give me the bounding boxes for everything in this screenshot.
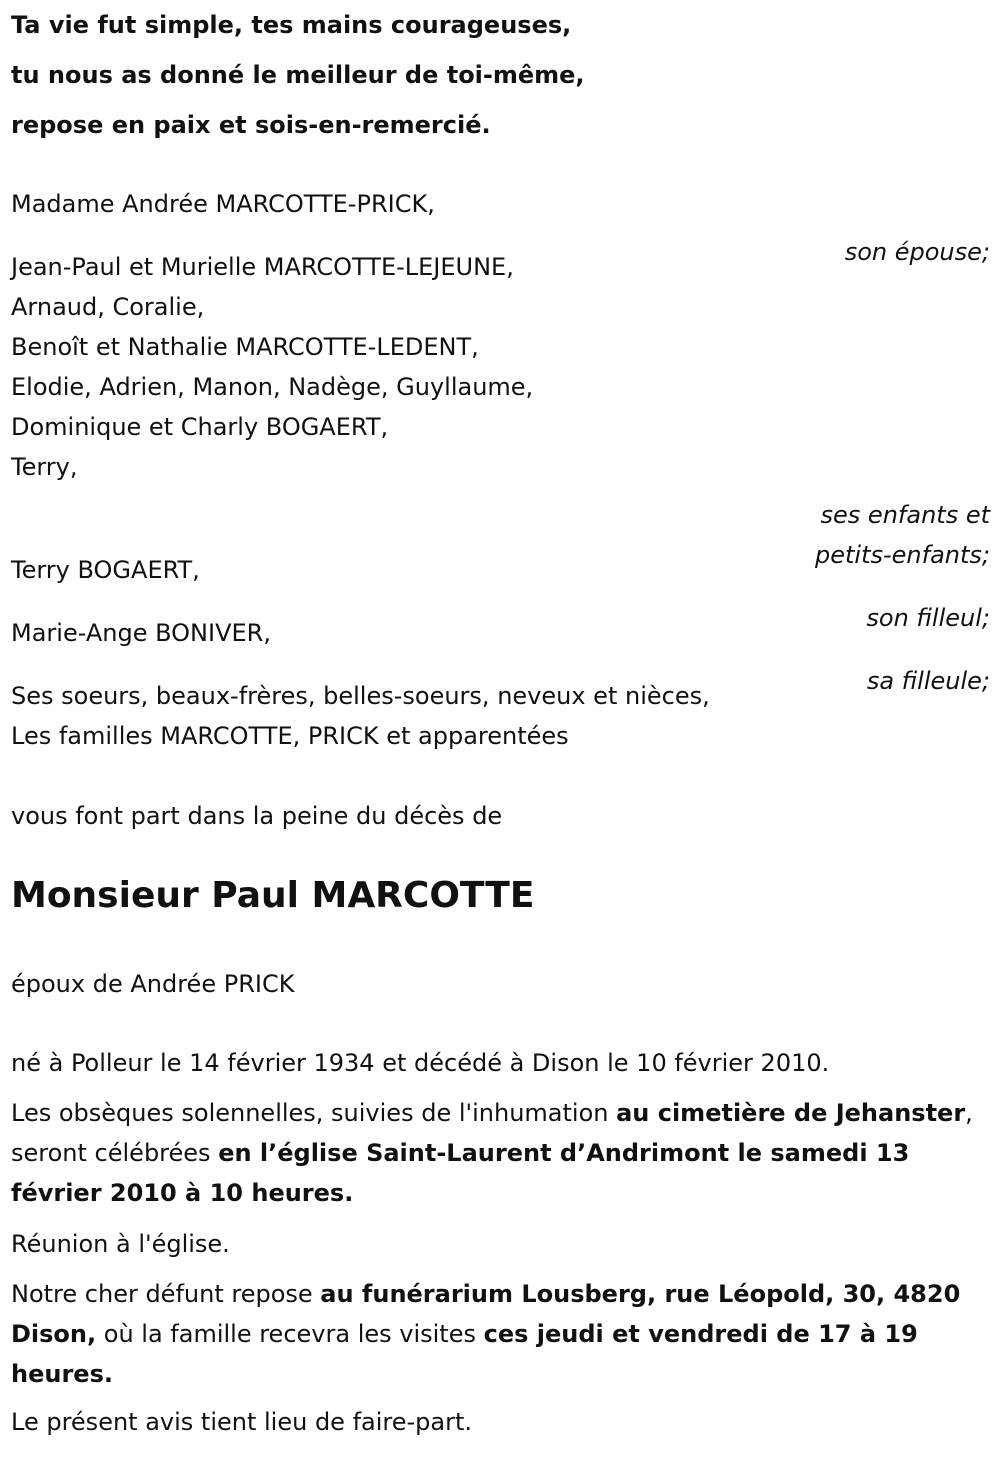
obituary-notice xyxy=(11,0,990,1458)
poem-line-3: repose en paix et sois-en-remercié. xyxy=(11,111,491,139)
children-relation-2: petits-enfants; xyxy=(815,541,990,569)
child-line-2: Arnaud, Coralie, xyxy=(11,293,205,321)
funeral-text-2: , seront célébrées xyxy=(11,1099,973,1167)
birth-death-text: né à Polleur le 14 février 1934 et décédé à Dison le 10 février 2010. xyxy=(11,1049,830,1077)
rest-funeral-home: au funérarium Lousberg, rue Léopold, 30, 4820 Dison, xyxy=(11,1280,961,1348)
closing-text: Le présent avis tient lieu de faire-part. xyxy=(11,1408,473,1436)
funeral-paragraph xyxy=(11,1093,990,1213)
others-line-1: Ses soeurs, beaux-frères, belles-soeurs, neveux et nièces, xyxy=(11,682,710,710)
funeral-text-1: Les obsèques solennelles, suivies de l'inhumation xyxy=(11,1099,617,1127)
funeral-cemetery: au cimetière de Jehanster xyxy=(616,1099,966,1127)
spouse-relation: son épouse; xyxy=(844,238,990,266)
child-line-4: Elodie, Adrien, Manon, Nadège, Guyllaume, xyxy=(11,373,534,401)
deceased-name: Monsieur Paul MARCOTTE xyxy=(11,875,535,916)
godson-name: Terry BOGAERT, xyxy=(11,556,200,584)
others-line-2: Les familles MARCOTTE, PRICK et apparentées xyxy=(11,722,569,750)
spouse-name: Madame Andrée MARCOTTE-PRICK, xyxy=(11,190,435,218)
child-line-1: Jean-Paul et Murielle MARCOTTE-LEJEUNE, xyxy=(11,253,514,281)
announcement-text: vous font part dans la peine du décès de xyxy=(11,802,503,830)
child-line-6: Terry, xyxy=(11,453,78,481)
rest-paragraph xyxy=(11,1274,990,1394)
child-line-3: Benoît et Nathalie MARCOTTE-LEDENT, xyxy=(11,333,479,361)
godson-relation: son filleul; xyxy=(866,604,990,632)
rest-visit-hours: ces jeudi et vendredi de 17 à 19 heures. xyxy=(11,1320,918,1388)
rest-text-2: où la famille recevra les visites xyxy=(96,1320,484,1348)
children-relation-1: ses enfants et xyxy=(820,501,990,529)
reunion-text: Réunion à l'église. xyxy=(11,1230,230,1258)
poem-line-1: Ta vie fut simple, tes mains courageuses, xyxy=(11,11,572,39)
spouse-of: époux de Andrée PRICK xyxy=(11,970,295,998)
child-line-5: Dominique et Charly BOGAERT, xyxy=(11,413,389,441)
funeral-church: en l’église Saint-Laurent d’Andrimont le samedi 13 février 2010 à 10 heures. xyxy=(11,1139,910,1207)
goddaughter-name: Marie-Ange BONIVER, xyxy=(11,619,271,647)
rest-text-1: Notre cher défunt repose xyxy=(11,1280,321,1308)
poem-line-2: tu nous as donné le meilleur de toi-même, xyxy=(11,61,585,89)
goddaughter-relation: sa filleule; xyxy=(866,667,990,695)
